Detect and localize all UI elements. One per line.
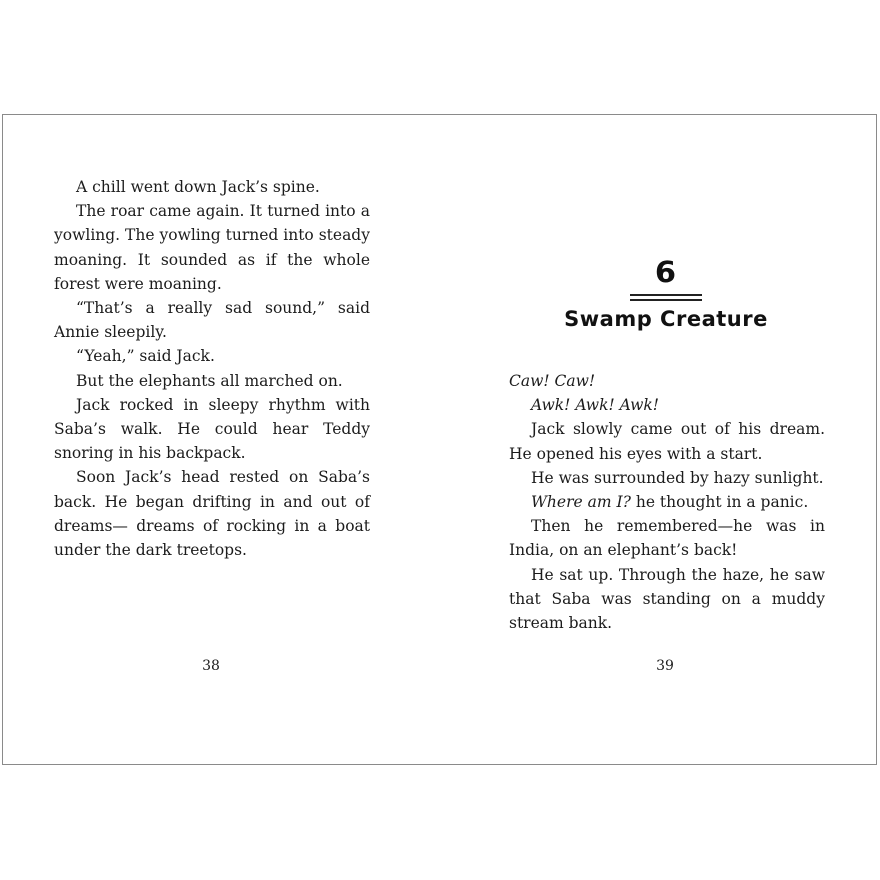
- paragraph: He was surrounded by hazy sunlight.: [531, 468, 824, 487]
- book-spread: [2, 114, 877, 765]
- paragraph: He sat up. Through the haze, he saw that Saba was standing on a muddy stream bank.: [509, 565, 825, 633]
- page-number: 39: [656, 658, 674, 674]
- paragraph: “Yeah,” said Jack.: [76, 347, 215, 366]
- paragraph: Soon Jack’s head rested on Saba’s back. He began drifting in and out of dreams— dreams of rocking in a boat under the dark treetops.: [54, 468, 370, 560]
- inner-thought: Where am I?: [531, 493, 631, 512]
- left-page: [3, 115, 440, 764]
- paragraph: A chill went down Jack’s spine.: [76, 178, 320, 196]
- paragraph: [509, 369, 825, 393]
- paragraph: [509, 490, 825, 514]
- paragraph: [509, 393, 825, 417]
- right-page-text: [509, 369, 825, 635]
- chapter-title: Swamp Creature: [564, 307, 768, 331]
- paragraph: “That’s a really sad sound,” said Annie sleepily.: [54, 299, 370, 342]
- paragraph-rest: he thought in a panic.: [630, 493, 809, 512]
- paragraph: Then he remembered—he was in India, on an elephant’s back!: [509, 517, 825, 560]
- page-number: 38: [202, 658, 220, 674]
- paragraph: Jack slowly came out of his dream. He opened his eyes with a start.: [509, 420, 825, 463]
- divider: [630, 299, 702, 301]
- divider: [630, 294, 702, 296]
- paragraph: But the elephants all marched on.: [76, 371, 343, 390]
- sound-effect: Awk! Awk! Awk!: [531, 396, 660, 415]
- right-page: [440, 115, 877, 764]
- paragraph: Jack rocked in sleepy rhythm with Saba’s walk. He could hear Teddy snoring in his backpack.: [54, 395, 370, 463]
- chapter-heading: [500, 255, 832, 333]
- paragraph: The roar came again. It turned into a yowling. The yowling turned into steady moaning. It sounded as if the whole forest were moaning.: [54, 202, 370, 293]
- left-page-text: [54, 175, 370, 562]
- chapter-number: 6: [654, 255, 678, 289]
- sound-effect: Caw! Caw!: [509, 372, 596, 390]
